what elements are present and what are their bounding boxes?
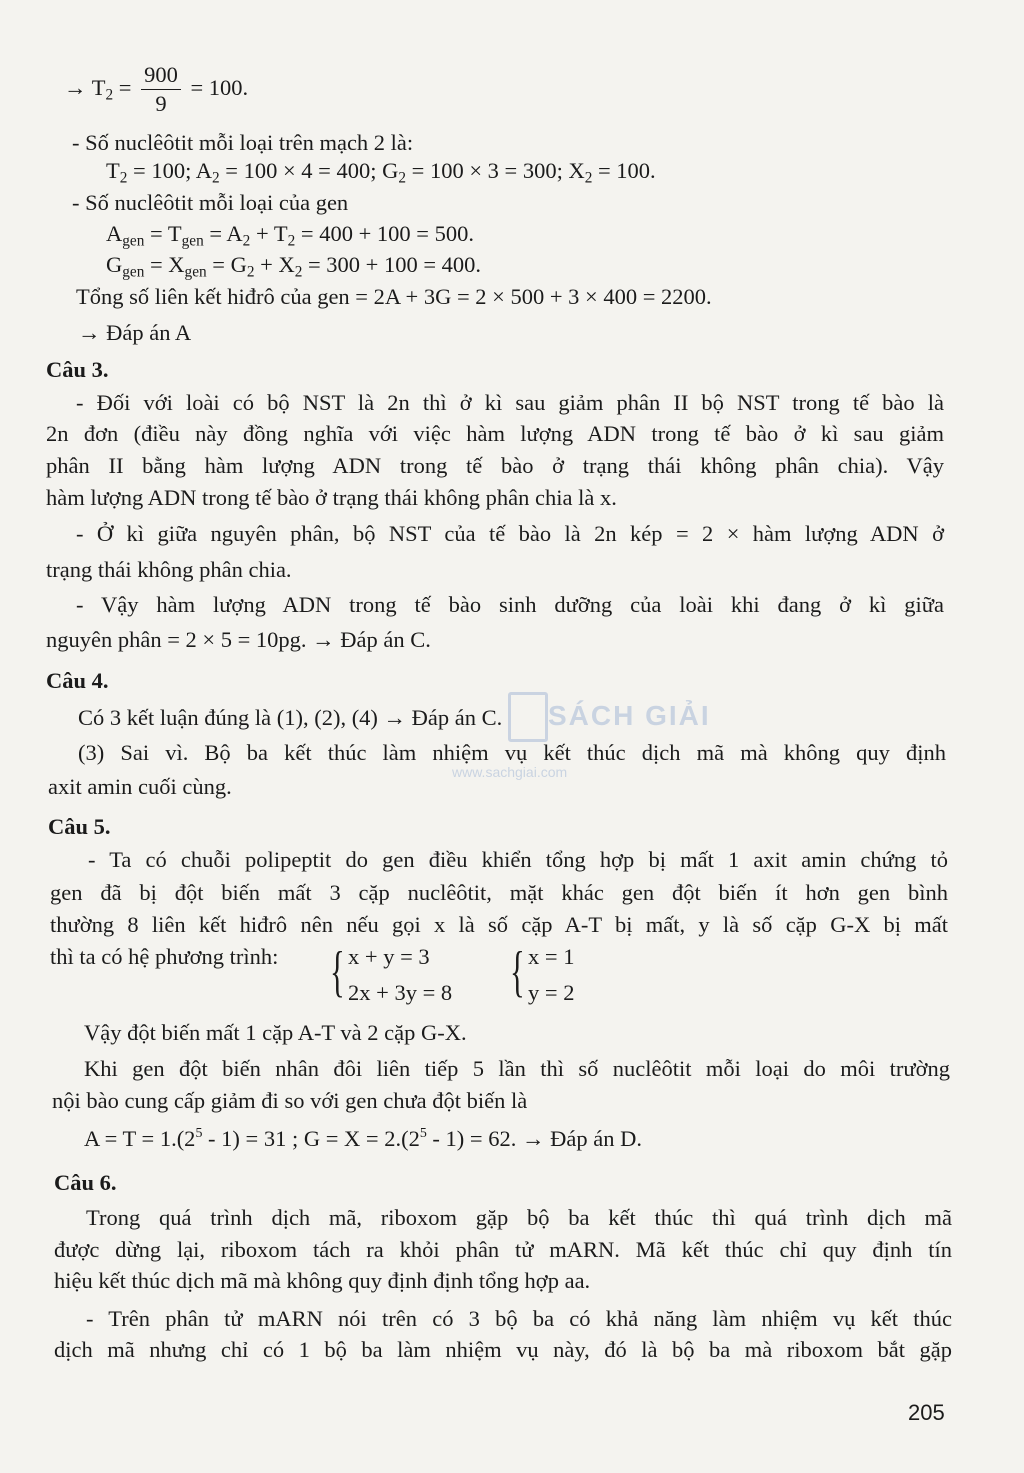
equation-line: $T_2 = 100$; $A_2 = 100 \times 4 = 400$; $G_2 = 100 \times 3 = 300$; $X_2 = 100$.: [106, 158, 656, 187]
text-line: Tổng số liên kết hiđrô của gen = 2A + 3G = 2 × 500 + 3 × 400 = 2200.: [76, 284, 712, 309]
text-line: (3) Sai vì. Bộ ba kết thúc làm nhiệm vụ kết thúc dịch mã mà không quy định: [78, 740, 946, 765]
book-logo-icon: [508, 692, 548, 742]
solution-y: y = 2: [528, 980, 575, 1005]
text-line: phân II bằng hàm lượng ADN trong tế bào ở trạng thái không phân chia). Vậy: [46, 453, 944, 478]
page-number: 205: [908, 1400, 945, 1425]
equation-line: $A = T = 1.(2^5 - 1) = 31$ ; $G = X = 2.(2^5 - 1) = 62$. → Đáp án D.: [84, 1125, 642, 1151]
text-line: gen đã bị đột biến mất 3 cặp nuclêôtit, mặt khác gen đột biến ít hơn gen bình: [50, 880, 948, 905]
text-line: - Số nuclêôtit mỗi loại của gen: [72, 190, 349, 215]
system-equation-1: x + y = 3: [348, 944, 430, 969]
answer-line: → Đáp án A: [78, 320, 192, 345]
text-line: nội bào cung cấp giảm đi so với gen chưa đột biến là: [52, 1088, 528, 1113]
text-line: nguyên phân = 2 × 5 = 10pg. → Đáp án C.: [46, 627, 431, 652]
text-line: trạng thái không phân chia.: [46, 557, 292, 582]
text-line: Trong quá trình dịch mã, riboxom gặp bộ ba kết thúc thì quá trình dịch mã: [86, 1205, 952, 1230]
watermark-url: www.sachgiai.com: [452, 764, 568, 780]
left-brace: {: [330, 941, 345, 1003]
text-line: hiệu kết thúc dịch mã mà không quy định định tổng hợp aa.: [54, 1268, 591, 1293]
system-equation-2: 2x + 3y = 8: [348, 980, 453, 1005]
text-line: - Số nuclêôtit mỗi loại trên mạch 2 là:: [72, 130, 414, 155]
text-line: axit amin cuối cùng.: [48, 774, 232, 799]
solution-x: x = 1: [528, 944, 575, 969]
text-line: - Ở kì giữa nguyên phân, bộ NST của tế bào là 2n kép = 2 × hàm lượng ADN ở: [76, 521, 944, 546]
equation-line: $G_{gen} = X_{gen} = G_2 + X_2 = 300 + 100 = 400$.: [106, 252, 482, 281]
equation-line: $A_{gen} = T_{gen} = A_2 + T_2 = 400 + 100 = 500$.: [106, 221, 474, 250]
watermark-logo: SÁCH GIẢI: [548, 700, 711, 731]
text-line: thì ta có hệ phương trình:: [50, 944, 279, 969]
text-line: thường 8 liên kết hiđrô nên nếu gọi x là số cặp A-T bị mất, y là số cặp G-X bị mất: [50, 912, 948, 937]
question-heading: Câu 6.: [54, 1170, 117, 1195]
left-brace: {: [510, 941, 525, 1003]
text-line: - Vậy hàm lượng ADN trong tế bào sinh dưỡng của loài khi đang ở kì giữa: [76, 592, 944, 617]
text-line: hàm lượng ADN trong tế bào ở trạng thái không phân chia là x.: [46, 485, 617, 510]
text-line: Vậy đột biến mất 1 cặp A-T và 2 cặp G-X.: [84, 1020, 467, 1045]
text-line: - Trên phân tử mARN nói trên có 3 bộ ba có khả năng làm nhiệm vụ kết thúc: [86, 1306, 952, 1331]
text-line: - Đối với loài có bộ NST là 2n thì ở kì sau giảm phân II bộ NST trong tế bào là: [76, 390, 944, 415]
fraction: $\frac{900}{9}$: [141, 61, 181, 118]
text-line: được dừng lại, riboxom tách ra khỏi phân tử mARN. Mã kết thúc chỉ quy định tín: [54, 1237, 952, 1262]
question-heading: Câu 3.: [46, 357, 109, 382]
text-line: Có 3 kết luận đúng là (1), (2), (4) → Đáp án C.: [78, 705, 503, 730]
question-heading: Câu 5.: [48, 814, 111, 839]
equation-t2: → $T_2$ = $\frac{900}{9}$ = 100.: [64, 62, 249, 117]
text-line: dịch mã nhưng chỉ có 1 bộ ba làm nhiệm vụ này, đó là bộ ba mà riboxom bắt gặp: [54, 1337, 952, 1362]
text-line: 2n đơn (điều này đồng nghĩa với việc hàm lượng ADN trong tế bào ở kì sau giảm: [46, 421, 944, 446]
text-line: Khi gen đột biến nhân đôi liên tiếp 5 lần thì số nuclêôtit mỗi loại do môi trường: [84, 1056, 950, 1081]
question-heading: Câu 4.: [46, 668, 109, 693]
text-line: - Ta có chuỗi polipeptit do gen điều khiển tổng hợp bị mất 1 axit amin chứng tỏ: [88, 847, 948, 872]
